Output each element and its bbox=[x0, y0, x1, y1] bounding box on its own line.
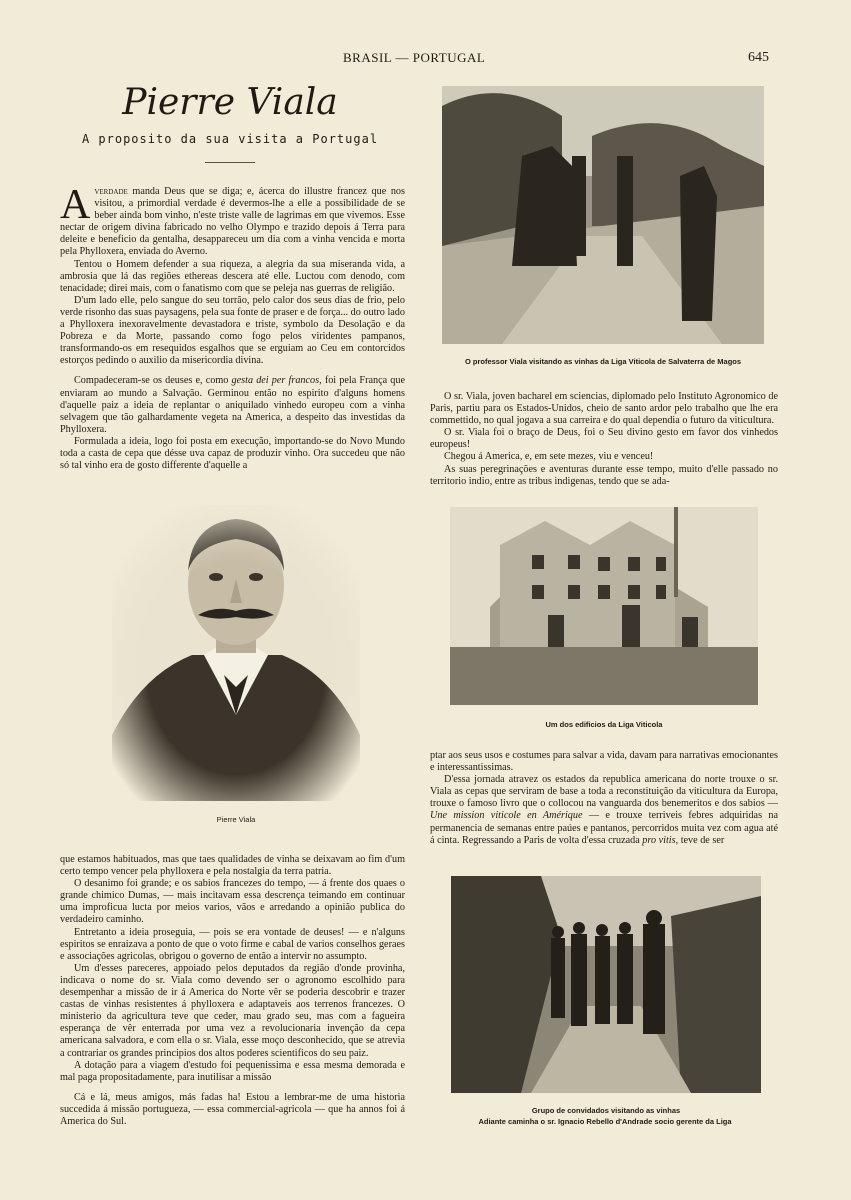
drop-cap: A bbox=[60, 182, 91, 228]
paragraph: Entretanto a ideia proseguia, — pois se era vontade de deuses! — e n'alguns espiritos se enraizava a ponto de que o voto firme e cabal de varios conselhos geraes e associações agricolas, obrigou o governo de então a intervir no assumpto. bbox=[60, 926, 405, 962]
italic-phrase: gesta dei per francos, bbox=[231, 375, 322, 387]
running-title: BRASIL — PORTUGAL bbox=[343, 50, 486, 65]
photo-group-visit bbox=[451, 876, 761, 1093]
paragraph: Um d'esses pareceres, appoiado pelos deputados da região d'onde provinha, indicava o nome do sr. Viala como devendo ser o agronomo escolhido para desempenhar a missão de ir á America do Norte vêr se poderia descobrir e trazer castas de vinhas resistentes á phylloxera e adaptaveis aos terrenos francezes. O ministerio da agricultura teve que ceder, mau grado seu, mas com a fagueira esperança de vêr enterrada por uma vez a revolucionaria invenção da cepa americana salvadora, e com ella o sr. Viala, esse moço desconhecido, que se atrevia a contrariar os grandes principios dos altos poderes scientificos do seu paiz. bbox=[60, 962, 405, 1059]
paragraph: O sr. Viala foi o braço de Deus, foi o Seu divino gesto em favor dos vinhedos europeus! bbox=[430, 427, 778, 451]
paragraph: O sr. Viala, joven bacharel em sciencias, diplomado pelo Instituto Agronomico de Paris, partiu para os Estados-Unidos, cheio de santo ardor pelo trabalho que lhe era commettido, no qual jogava a sua carreira e do qual dependia o futuro da viticultura. bbox=[430, 391, 778, 427]
paragraph: que estamos habituados, mas que taes qualidades de vinha se deixavam ao fim d'um certo tempo vencer pela phylloxera e pela nostalgia da terra patria. bbox=[60, 854, 405, 878]
italic-phrase: pro vitis, bbox=[642, 834, 679, 846]
paragraph: D'um lado elle, pelo sangue do seu torrão, pelo calor dos seus dias de frio, pelo verde risonho das suas paysagens, pela sua fonte de praser e de força... do outro lado a Phylloxera inexoravelmente devastadora e triste, symbolo da Desolação e da Pobreza e da Morte, passando como fogo pelos viridentes pampanos, transformando-os em resequidos esgalhos que se erguiam ao Ceu em contorcidos estorços pedindo o auxilio da misericordia divina. bbox=[60, 294, 405, 367]
paragraph: As suas peregrinações e aventuras durante esse tempo, muito d'elle passado no territorio indio, entre as tribus indigenas, tendo que se ada- bbox=[430, 463, 778, 487]
column-left-bottom bbox=[60, 854, 405, 1128]
photo-building bbox=[450, 507, 758, 705]
paragraph-text: — e trouxe terriveis febres adquiridas na permanencia de semanas entre paúes e pantanos, percorridos muita vez com agua até á cinta. Regressando a Paris de volta d'essa cruzada bbox=[430, 810, 778, 846]
article-title: Pierre Viala bbox=[122, 82, 338, 123]
photo-vineyard-visit bbox=[442, 86, 764, 344]
photo-caption: Adiante caminha o sr. Ignacio Rebello d'Andrade socio gerente da Liga bbox=[478, 1117, 732, 1126]
photo-caption: Um dos edificios da Liga Viticola bbox=[545, 720, 663, 729]
portrait-photo bbox=[112, 505, 360, 801]
article-subtitle: A proposito da sua visita a Portugal bbox=[81, 132, 379, 146]
paragraph-text: D'essa jornada atravez os estados da republica americana do norte trouxe o sr. Viala as cepas que serviram de base a toda a reconstituição da viticultura da Europa, trouxe o famoso livro que o collocou na vanguarda dos benemeritos e dos sabios — bbox=[430, 774, 778, 810]
paragraph bbox=[430, 774, 778, 847]
photo-caption: Grupo de convidados visitando as vinhas bbox=[531, 1106, 681, 1115]
paragraph: Cá e lá, meus amigos, más fadas ha! Estou a lembrar-me de uma historia succedida á missão portugueza, — essa commercial-agricola — que ha annos foi á America do Sul. bbox=[60, 1091, 405, 1127]
portrait-caption: Pierre Viala bbox=[216, 815, 256, 824]
paragraph-text: manda Deus que se diga; e, ácerca do illustre francez que nos visitou, a primordial verdade é devermos-lhe a elle a possibilidade de se beber ainda bom vinho, n'este triste valle de lagrimas em que vivemos. Esse nectar de origem divina fabricado no velho Olympo e trazido depois á Terra para deleite e beneficio da gentalha, desappareceu um dia com a vinha vencida e morta pela Phylloxera, enviada do Averno. bbox=[60, 186, 405, 258]
paragraph: Tentou o Homem defender a sua riqueza, a alegria da sua miseranda vida, a ambrosia que lá das regiões ethereas descera até elle. Luctou com denodo, com tenacidade; direi mais, com o fanatismo com que se peleja nas guerras de religião. bbox=[60, 258, 405, 294]
column-right-top bbox=[430, 391, 778, 488]
paragraph-text: Compadeceram-se os deuses e, como bbox=[74, 375, 232, 387]
italic-phrase: Une mission viticole en Amérique bbox=[430, 810, 583, 822]
lead-word: verdade bbox=[94, 186, 128, 197]
page-header bbox=[0, 50, 851, 70]
page-number: 645 bbox=[748, 50, 769, 65]
paragraph bbox=[60, 375, 405, 435]
paragraph-text: foi pela França que enviaram ao mundo a Salvação. Germinou então no espirito d'alguns homens d'aquelle paiz a ideia de replantar o aniquilado vinhedo europeu com a vinha selvagem que tão galhardamente vegeta na America, a despeito das investidas da Phylloxera. bbox=[60, 375, 406, 435]
paragraph: ptar aos seus usos e costumes para salvar a vida, davam para narrativas emocionantes e interessantissimas. bbox=[430, 750, 778, 774]
paragraph: O desanimo foi grande; e os sabios francezes do tempo, — á frente dos quaes o grande chimico Dumas, — mais incitavam essa descrença teimando em continuar uma improficua lucta por meios varios, vãos e arredando a opinião publica do verdadeiro caminho. bbox=[60, 878, 405, 926]
title-rule bbox=[205, 162, 255, 163]
paragraph bbox=[60, 182, 405, 259]
paragraph: Formulada a ideia, logo foi posta em execução, importando-se do Novo Mundo toda a casta de cepa que désse uva capaz de produzir vinho. Ora succedeu que não só tal vinho era de gosto differente d'aquelle a bbox=[60, 435, 405, 472]
column-left-top bbox=[60, 182, 406, 472]
column-right-bottom bbox=[430, 750, 778, 847]
paragraph: Chegou á America, e, em sete mezes, viu e venceu! bbox=[444, 451, 654, 463]
photo-caption: O professor Viala visitando as vinhas da Liga Viticola de Salvaterra de Magos bbox=[464, 357, 742, 366]
paragraph: A dotação para a viagem d'estudo foi pequenissima e essa mesma demorada e mal paga propositadamente, para inutilisar a missão bbox=[60, 1059, 405, 1083]
paragraph-text: teve de ser bbox=[678, 834, 725, 846]
